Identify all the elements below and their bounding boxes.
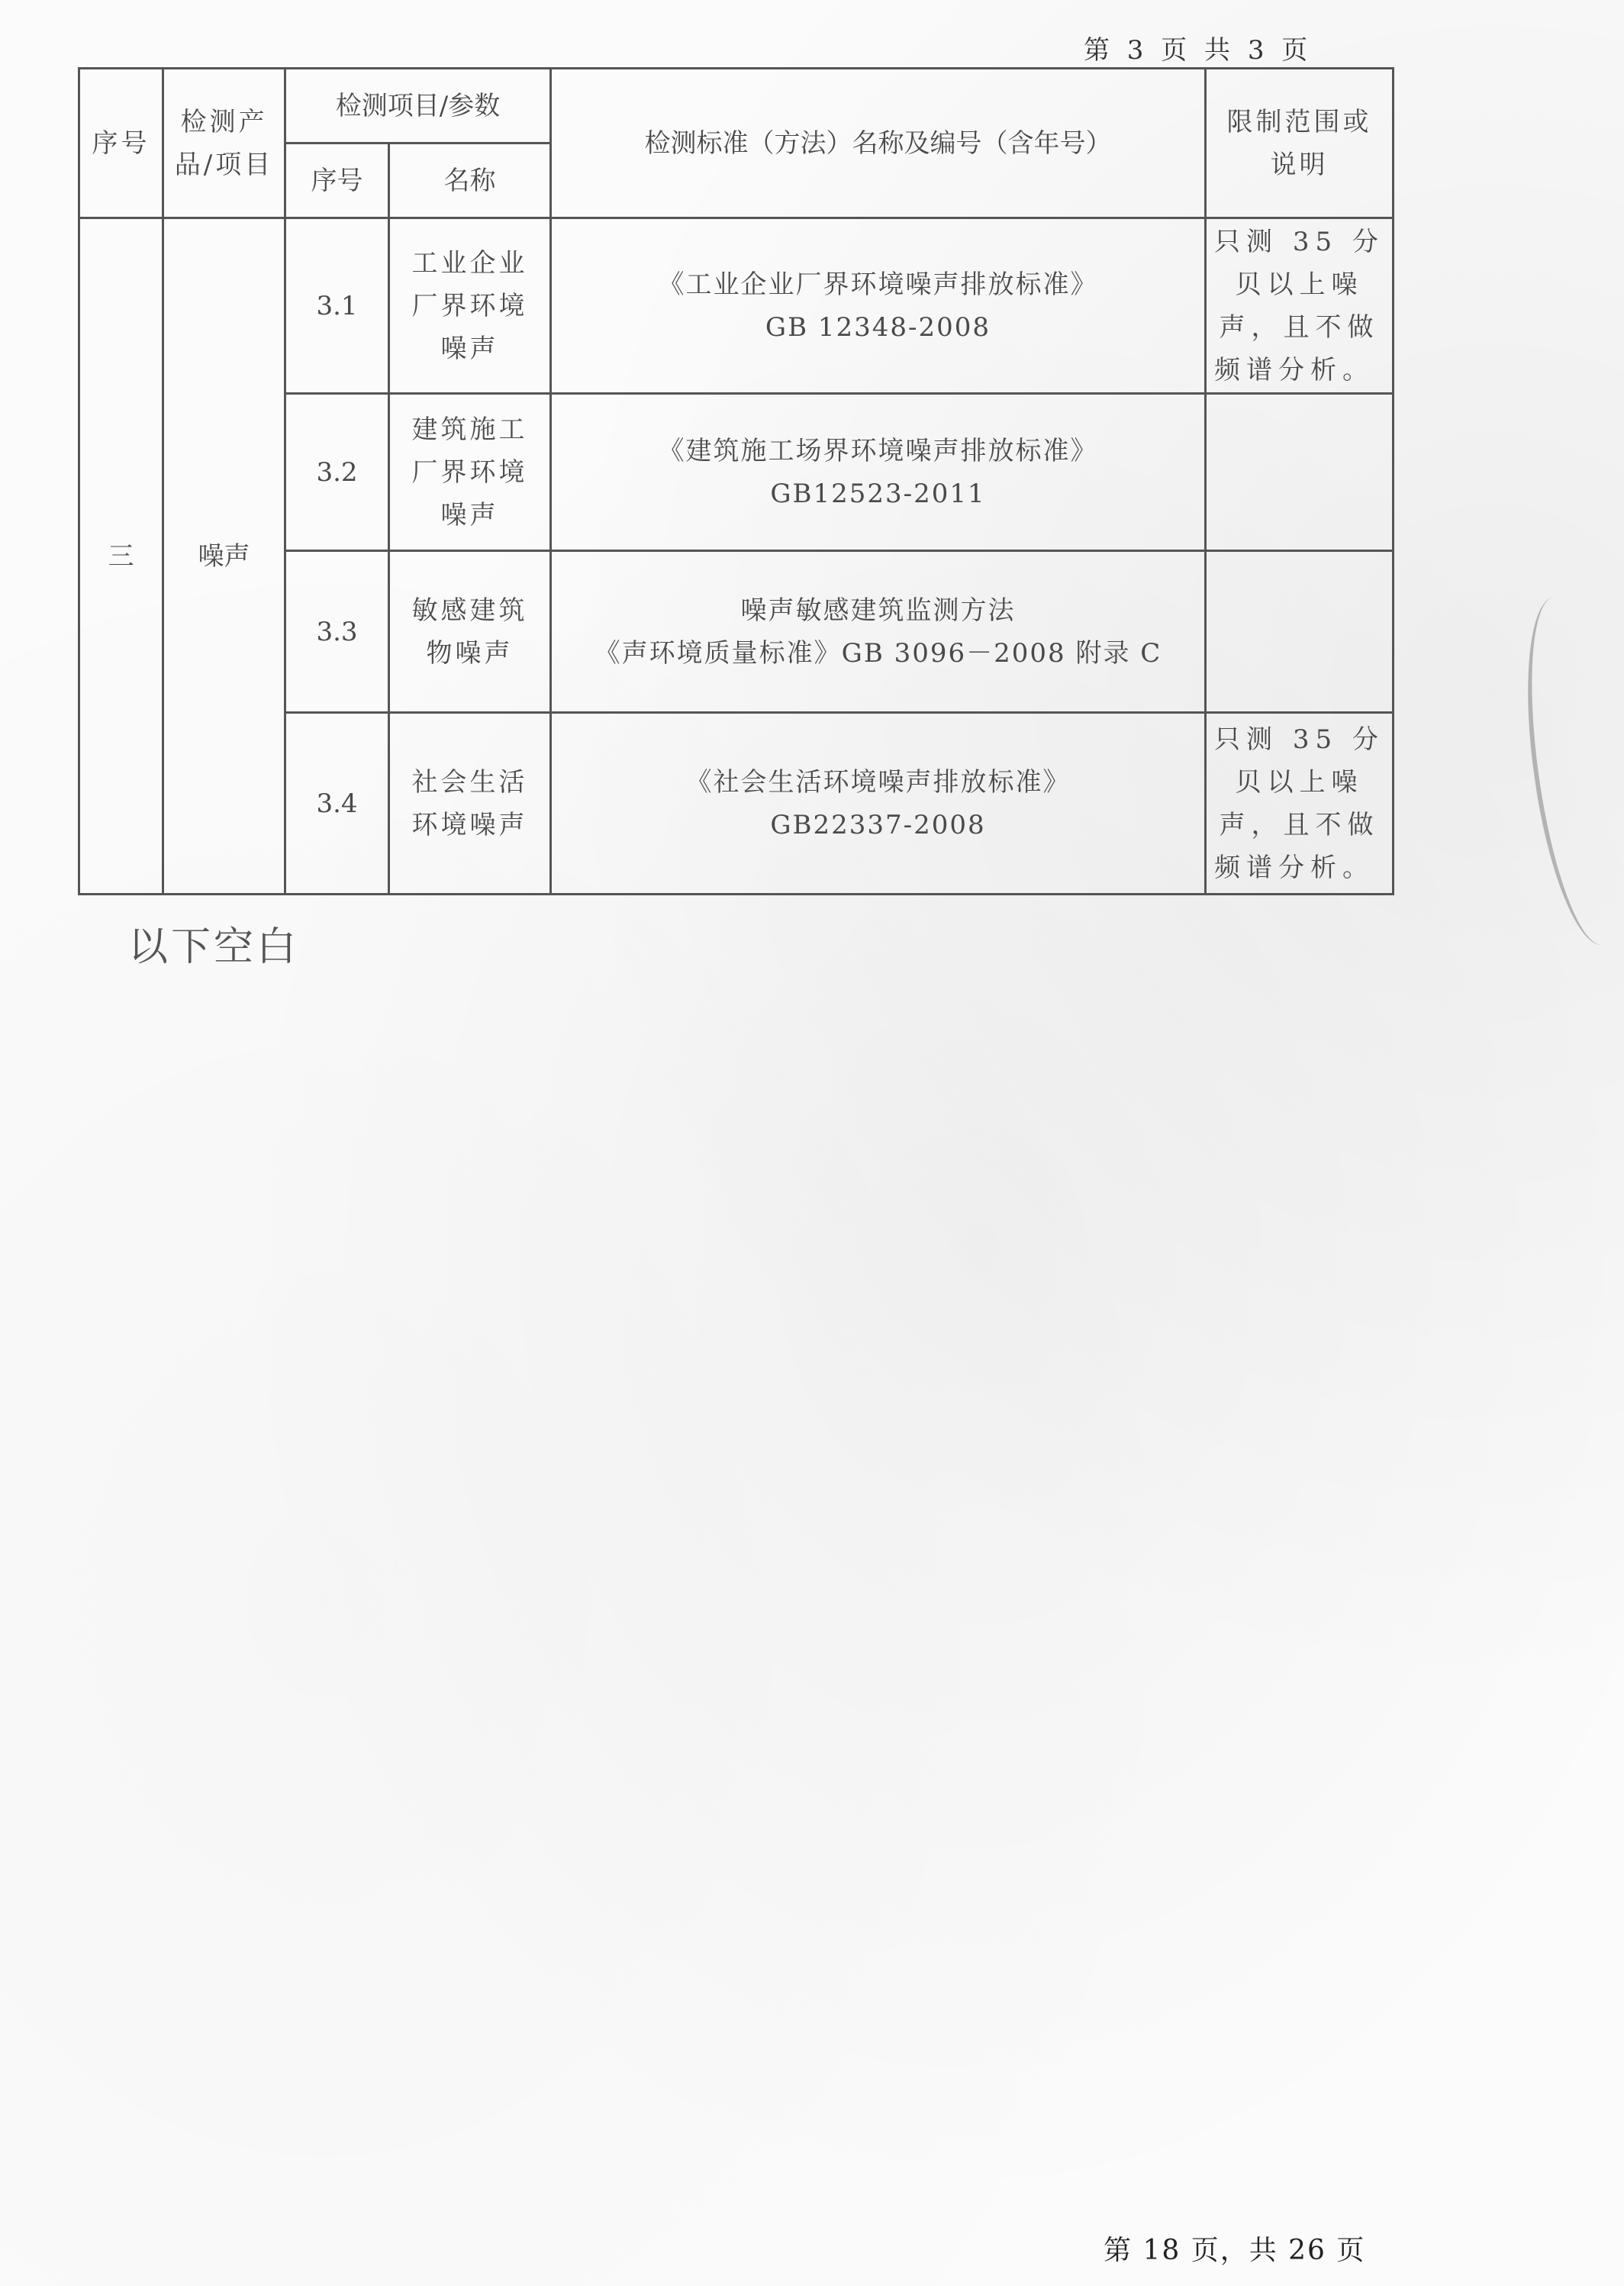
row-name: 建筑施工厂界环境噪声 (389, 394, 551, 551)
row-standard (551, 394, 1206, 551)
row-standard-title: 《建筑施工场界环境噪声排放标准》 (658, 435, 1098, 466)
row-standard-title: 噪声敏感建筑监测方法 (740, 595, 1016, 626)
row-standard (551, 713, 1206, 895)
row-limit: 只测 35 分贝以上噪声，且不做频谱分析。 (1206, 713, 1394, 895)
table-header-row (79, 69, 1394, 143)
row-standard-code: GB22337-2008 (770, 809, 986, 840)
row-standard-code: 《声环境质量标准》GB 3096－2008 附录 C (594, 637, 1162, 669)
page-header-number: 第 3 页 共 3 页 (1084, 35, 1313, 66)
row-name: 社会生活环境噪声 (389, 713, 551, 895)
header-standard: 检测标准（方法）名称及编号（含年号） (551, 69, 1206, 218)
row-seq: 3.1 (285, 218, 389, 394)
header-product: 检测产品/项目 (163, 69, 285, 218)
header-item-name: 名称 (389, 143, 551, 218)
group-product: 噪声 (163, 218, 285, 895)
blank-below-note: 以下空白 (128, 924, 300, 970)
row-limit (1206, 394, 1394, 551)
group-seq: 三 (79, 218, 163, 895)
header-seq: 序号 (79, 69, 163, 218)
header-limit: 限制范围或说明 (1206, 69, 1394, 218)
testing-scope-table (78, 67, 1394, 895)
row-seq: 3.2 (285, 394, 389, 551)
row-standard-code: GB12523-2011 (770, 478, 986, 509)
row-limit: 只测 35 分贝以上噪声，且不做频谱分析。 (1206, 218, 1394, 394)
table-row (79, 218, 1394, 394)
row-standard (551, 218, 1206, 394)
header-item-group: 检测项目/参数 (285, 69, 551, 143)
row-standard-title: 《社会生活环境噪声排放标准》 (685, 766, 1071, 798)
row-seq: 3.3 (285, 551, 389, 713)
row-limit (1206, 551, 1394, 713)
row-name: 敏感建筑物噪声 (389, 551, 551, 713)
header-item-seq: 序号 (285, 143, 389, 218)
row-standard-code: GB 12348-2008 (765, 311, 991, 343)
row-standard-title: 《工业企业厂界环境噪声排放标准》 (658, 269, 1098, 300)
row-name: 工业企业厂界环境噪声 (389, 218, 551, 394)
row-seq: 3.4 (285, 713, 389, 895)
page-footer-number: 第 18 页，共 26 页 (1104, 2235, 1366, 2266)
row-standard (551, 551, 1206, 713)
